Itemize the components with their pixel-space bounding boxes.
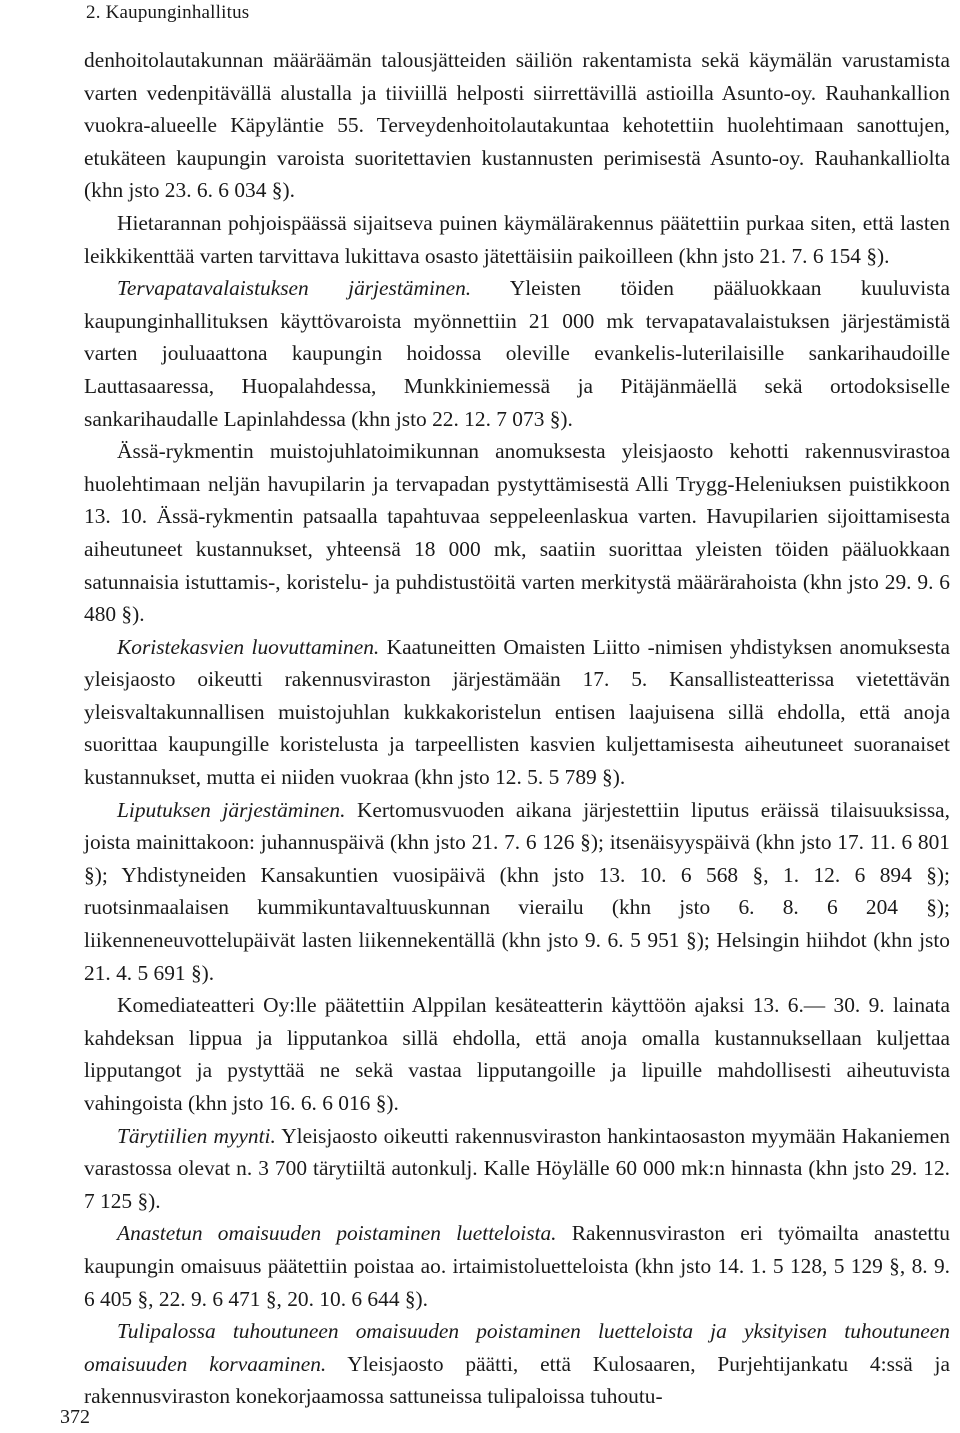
paragraph-heading: Koristekasvien luovuttaminen. [117,634,380,659]
paragraph-text: Rakennusviraston eri työmailta anastettu kaupungin omaisuus päätettiin poistaa ao. irtaimistoluetteloista (khn jsto 14. 1. 5 128, 5 129 §, 8. 9. 6 405 §, 22. 9. 6 471 §, 20. 10. 6 644 §). [84,1221,951,1311]
paragraph-text: Komediateatteri Oy:lle päätettiin Alppilan kesäteatterin käyttöön ajaksi 13. 6.— 30. 9. lainata kahdeksan lippua ja lipputankoa sillä ehdolla, että anoja omalla kustannuksellaan kuljettaa lipputangot ja pystyttää ne sekä vastaa lipputangoille ja lipuille mahdollisesti aiheutuvista vahingoista (khn jsto 16. 6. 6 016 §). [84,993,950,1115]
paragraph-heading: Anastetun omaisuuden poistaminen luetteloista. [117,1221,557,1246]
paragraph-heading: Tervapatavalaistuksen järjestäminen. [117,276,472,301]
paragraph-assa-rykmentti [84,435,950,631]
paragraph-liputus [84,794,950,990]
paragraph-text: Yleisjaosto päätti, että Kulosaaren, Purjehtijankatu 4:ssä ja rakennusviraston konekorjaamossa sattuneissa tulipaloissa tuhoutu- [84,1351,950,1409]
paragraph-text: denhoitolautakunnan määräämän talousjätteiden säiliön rakentamista sekä käymälän varustamista varten vedenpitävällä alustalla ja tiiviillä helposti siirrettävillä astioilla Asunto-oy. Rauhankallion vuokra-alueelle Käpyläntie 55. Terveydenhoitolautakuntaa kehotettiin huolehtimaan sanottujen, etukäteen kaupungin varoista suoritettavien kustannusten perimisestä Asunto-oy. Rauhankalliolta (khn jsto 23. 6. 6 034 §). [84,48,950,203]
paragraph-tervapatavalaistus [84,272,950,435]
paragraph-tarytiilet [84,1120,950,1218]
document-body [84,44,950,1413]
paragraph-koristekasvit [84,631,950,794]
paragraph-text: Ässä-rykmentin muistojuhlatoimikunnan anomuksesta yleisjaosto kehotti rakennusvirastoa huolehtimaan neljän havupilarin ja tervapadan pystyttämisestä Alli Trygg-Heleniuksen puistikkoon 13. 10. Ässä-rykmentin patsaalla tapahtuvaa seppeleenlaskua varten. Havupilarien sijoittamisesta aiheutuneet kustannukset, yhteensä 18 000 mk, saatiin suorittaa yleisten töiden pääluokkaan satunnaisia istuttamis-, koristelu- ja puhdistustöitä varten merkitystä määrärahoista (khn jsto 29. 9. 6 480 §). [84,439,950,627]
paragraph-text: Kaatuneitten Omaisten Liitto -nimisen yhdistyksen anomuksesta yleisjaosto oikeutti rakennusviraston järjestämään 17. 5. Kansallisteatterissa vietettävän yleisvaltakunnallisen muistojuhlan kukkakoristelun entisen laajuisena sillä ehdolla, että anoja suorittaa kaupungille koristelusta ja tarpeellisten kasvien kuljettamisesta aiheutuneet suoranaiset kustannukset, mutta ei niiden vuokraa (khn jsto 12. 5. 5 789 §). [84,634,950,790]
paragraph-text: Hietarannan pohjoispäässä sijaitseva puinen käymälärakennus päätettiin purkaa siten, että lasten leikkikenttää varten tarvittava lukittava osasto jätettäisiin paikoilleen (khn jsto 21. 7. 6 154 §). [84,210,950,268]
paragraph-anastettu-omaisuus [84,1217,950,1315]
running-head: 2. Kaupunginhallitus [86,2,250,23]
paragraph-hietaranta [84,207,950,272]
paragraph-text: Yleisjaosto oikeutti rakennusviraston hankintaosaston myymään Hakaniemen varastossa olevat n. 3 700 tärytiiltä autonkulj. Kalle Höylälle 60 000 mk:n hinnasta (khn jsto 29. 12. 7 125 §). [84,1123,950,1213]
paragraph-text: Yleisten töiden pääluokkaan kuuluvista kaupunginhallituksen käyttövaroista myönnettiin 21 000 mk tervapatavalaistuksen järjestämistä varten jouluaattona kaupungin hoidossa oleville evankelis-luterilaisille sankarihaudoille Lauttasaaressa, Huopalahdessa, Munkkiniemessä ja Pitäjänmäellä sekä ortodoksiselle sankarihaudalle Lapinlahdessa (khn jsto 22. 12. 7 073 §). [84,276,950,431]
paragraph-heading: Tärytiilien myynti. [117,1123,276,1148]
paragraph-heading: Tulipalossa tuhoutuneen omaisuuden poistaminen luetteloista ja yksityisen tuhoutuneen omaisuuden korvaaminen. [84,1319,950,1376]
paragraph-heading: Liputuksen järjestäminen. [117,797,346,822]
paragraph-continuation [84,44,950,207]
paragraph-tulipalo [84,1315,950,1413]
paragraph-komediateatteri [84,989,950,1119]
paragraph-text: Kertomusvuoden aikana järjestettiin liputus eräissä tilaisuuksissa, joista mainittakoon: juhannuspäivä (khn jsto 21. 7. 6 126 §); itsenäisyyspäivä (khn jsto 17. 11. 6 801 §); Yhdistyneiden Kansakuntien vuosipäivä (khn jsto 13. 10. 6 568 §, 1. 12. 6 894 §); ruotsinmaalaisen kummikuntavaltuuskunnan vierailu (khn jsto 6. 8. 6 204 §); liikenneneuvottelupäivät lasten liikennekentällä (khn jsto 9. 6. 5 951 §); Helsingin hiihdot (khn jsto 21. 4. 5 691 §). [84,797,950,985]
page-number: 372 [60,1406,90,1428]
